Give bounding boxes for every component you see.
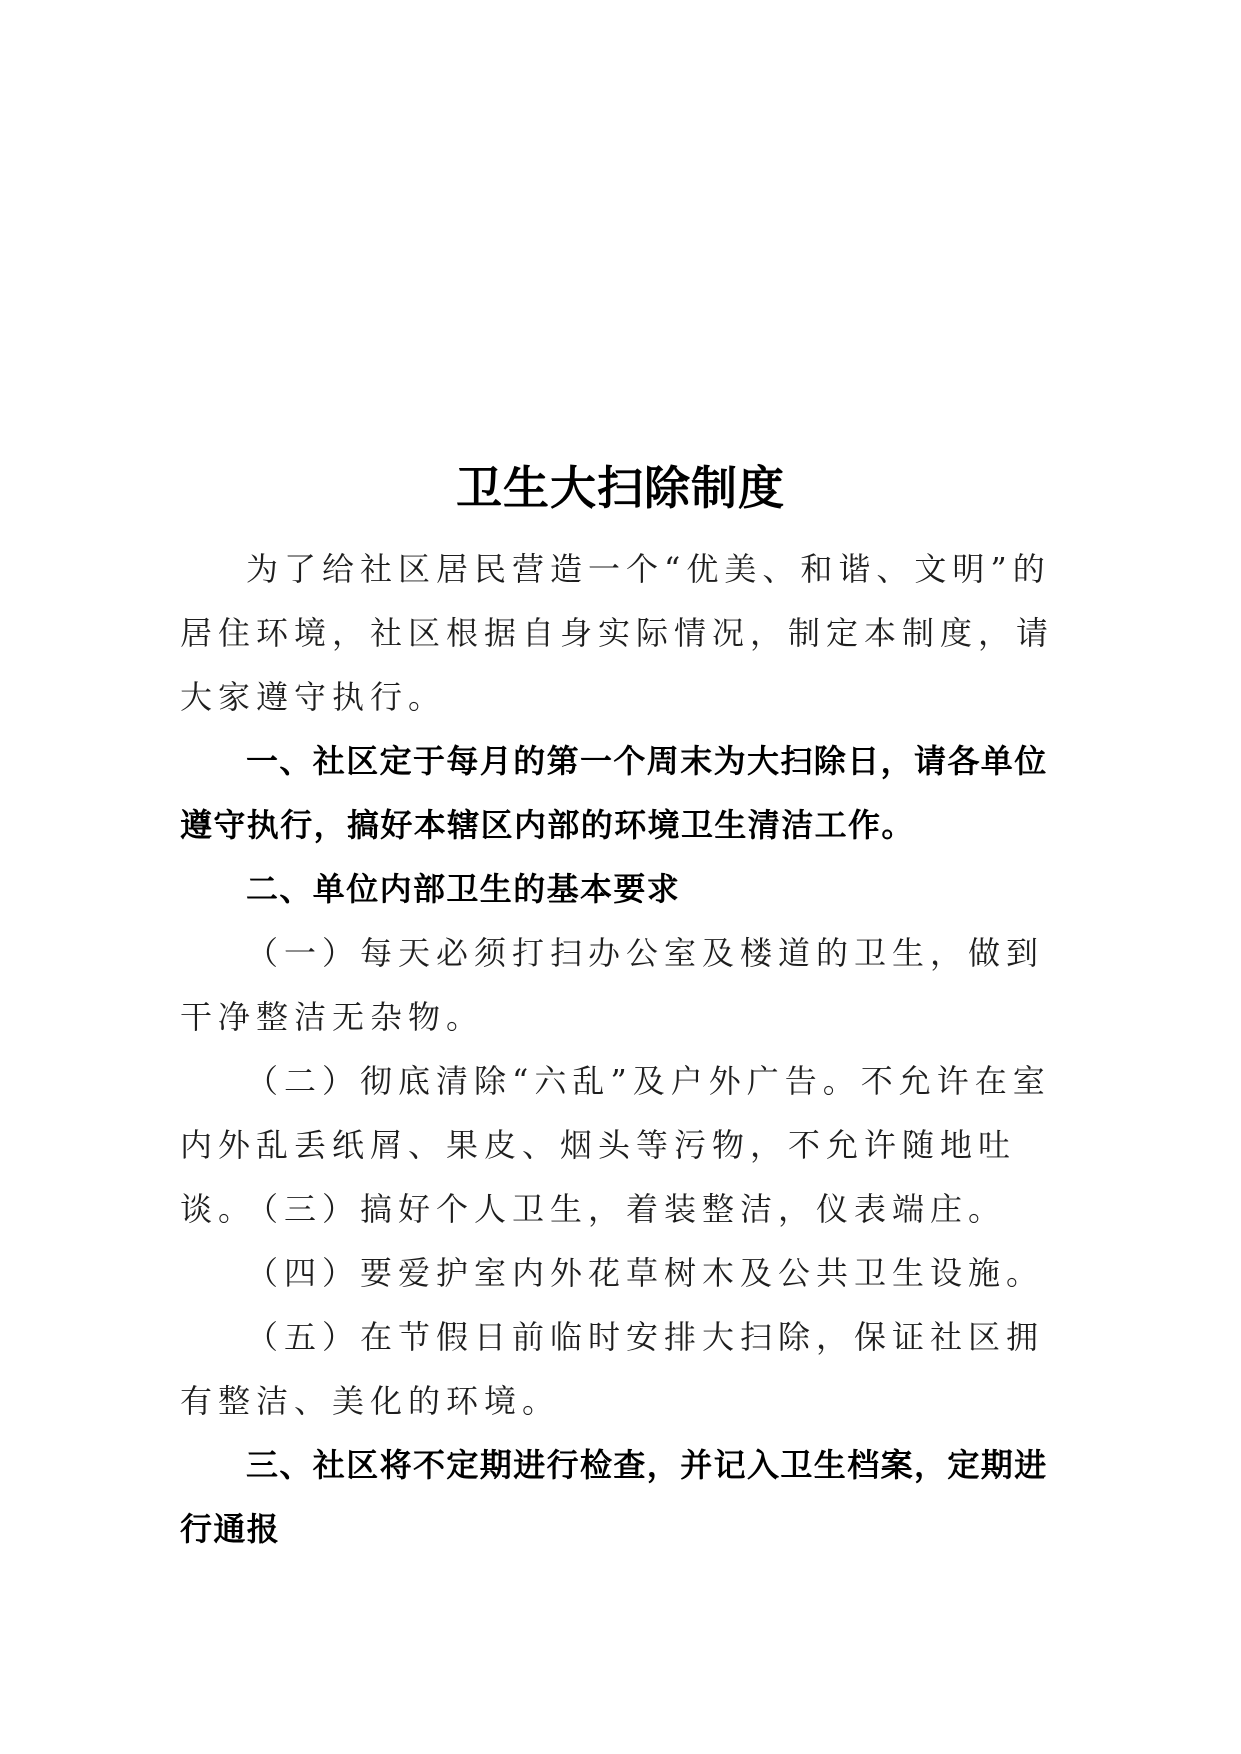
section-one-paragraph: 一、社区定于每月的第一个周末为大扫除日，请各单位遵守执行，搞好本辖区内部的环境卫生清洁工作。 [180, 742, 1048, 844]
item-two-paragraph: （二）彻底清除“六乱”及户外广告。不允许在室内外乱丢纸屑、果皮、烟头等污物，不允许随地吐谈。 [180, 1062, 1051, 1228]
section-two-heading: 二、单位内部卫生的基本要求 [246, 870, 681, 908]
item-five-paragraph: （五）在节假日前临时安排大扫除，保证社区拥有整洁、美化的环境。 [180, 1318, 1045, 1420]
item-one-paragraph: （一）每天必须打扫办公室及楼道的卫生，做到干净整洁无杂物。 [180, 934, 1045, 1036]
item-four-paragraph: （四）要爱护室内外花草树木及公共卫生设施。 [246, 1254, 1045, 1292]
document-title: 卫生大扫除制度 [456, 461, 785, 515]
intro-paragraph: 为了给社区居民营造一个“优美、和谐、文明”的居住环境，社区根据自身实际情况，制定本制度，请大家遵守执行。 [180, 550, 1055, 716]
section-three-paragraph: 三、社区将不定期进行检查，并记入卫生档案，定期进行通报 [180, 1446, 1048, 1548]
item-three-paragraph: （三）搞好个人卫生，着装整洁，仪表端庄。 [246, 1190, 1007, 1228]
